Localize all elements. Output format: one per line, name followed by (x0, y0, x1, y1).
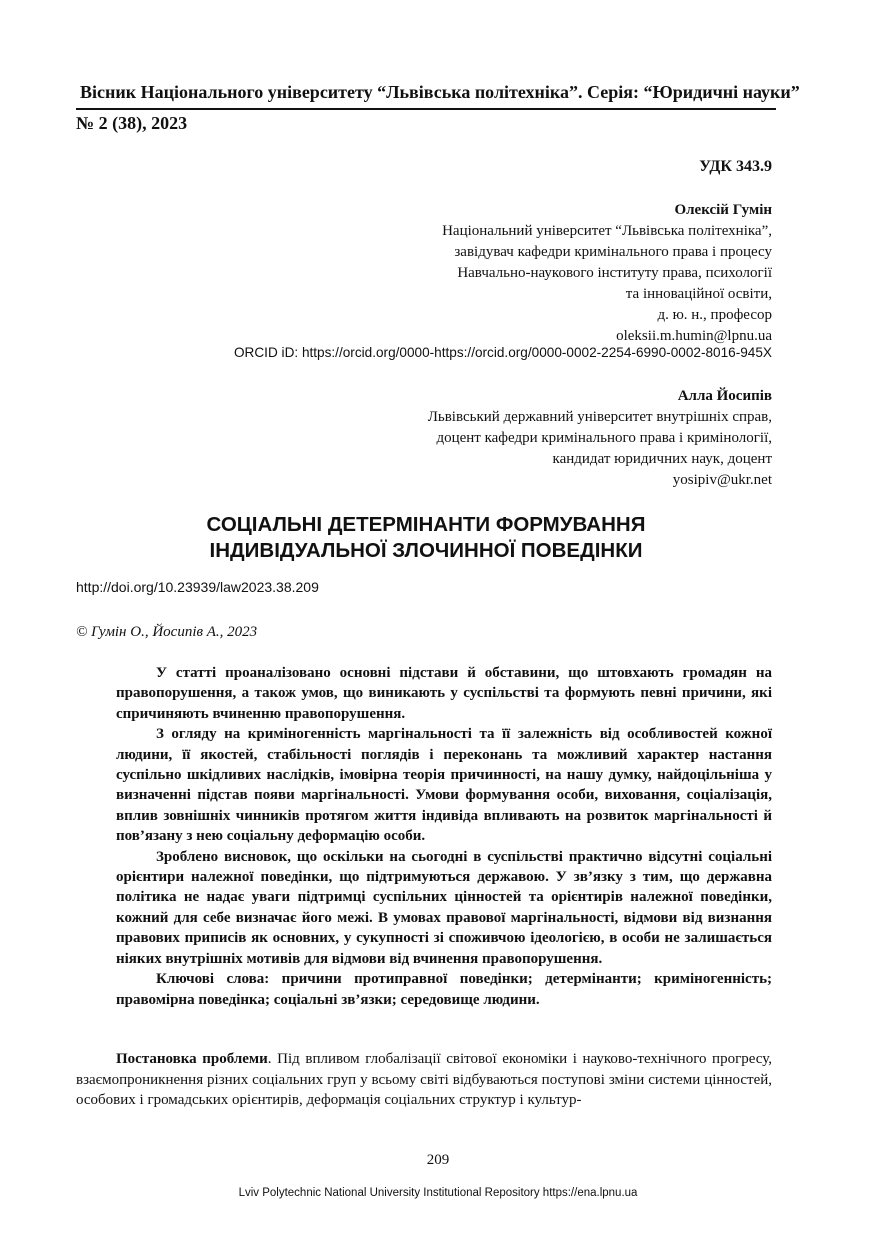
author-2-block (428, 386, 772, 491)
author-1-name: Олексій Гумін (674, 202, 772, 218)
author-2-email: yosipiv@ukr.net (672, 472, 772, 488)
udc-code: УДК 343.9 (699, 158, 772, 175)
author-1-orcid: ORCID iD: https://orcid.org/0000-https://orcid.org/0000-0002-2254-6990-0002-8016-945X (233, 345, 772, 360)
author-1-affiliation-line: завідувач кафедри кримінального права і процесу (454, 244, 772, 260)
article-title (76, 512, 776, 564)
author-1-degree: д. ю. н., професор (657, 307, 772, 323)
repository-footer: Lviv Polytechnic National University Institutional Repository https://ena.lpnu.ua (238, 1187, 638, 1199)
copyright: © Гумін О., Йосипів А., 2023 (76, 624, 258, 640)
article-title-line: СОЦІАЛЬНІ ДЕТЕРМІНАНТИ ФОРМУВАННЯ (206, 513, 646, 536)
author-1-email: oleksii.m.humin@lpnu.ua (616, 328, 772, 344)
author-1-affiliation-line: та інноваційної освіти, (625, 286, 772, 302)
abstract (116, 663, 772, 1010)
author-1-affiliation-line: Національний університет “Львівська політехніка”, (442, 223, 772, 239)
section-lead: Постановка проблеми (116, 1051, 268, 1067)
author-1-block (442, 200, 772, 347)
author-2-affiliation-line: доцент кафедри кримінального права і кримінології, (436, 430, 772, 446)
abstract-paragraph: З огляду на криміногенність маргінальності та її залежність від особливостей кожної людини, її якостей, стабільності поглядів і переконань та можливий характер настання суспільно шкідливих наслідків, імовірна теорія причинності, на нашу думку, найдоцільніша у визначенні підстав появи маргінальності. Умови формування особи, виховання, соціалізація, вплив зовнішніх чинників протягом життя індивіда впливають на розвиток маргінальності й пов’язану з нею соціальну деформацію особи. (116, 726, 772, 845)
journal-title: Вісник Національного університету “Львівська політехніка”. Серія: “Юридичні науки” (80, 82, 800, 102)
author-2-degree: кандидат юридичних наук, доцент (552, 451, 772, 467)
header-rule (76, 108, 776, 110)
abstract-paragraph: Зроблено висновок, що оскільки на сьогодні в суспільстві практично відсутні соціальні орієнтири належної поведінки, що підтримуються державою. У зв’язку з тим, що державна політика не надає уваги підтримці суспільних цінностей та орієнтирів належної поведінки, кожний для себе визначає його межі. В умовах правової маргінальності, відмови від визнання правових приписів як основних, у сукупності зі споживчою ідеологією, в особи не залишається ніяких внутрішніх мотивів для відмови від вчинення правопорушення. (116, 848, 772, 967)
page-number: 209 (426, 1152, 450, 1168)
body-paragraph (76, 1049, 772, 1111)
author-1-affiliation-line: Навчально-наукового інституту права, психології (457, 265, 772, 281)
body-text (76, 1049, 772, 1111)
keywords: Ключові слова: причини протиправної поведінки; детермінанти; криміногенність; правомірна поведінка; соціальні зв’язки; середовище людини. (116, 971, 772, 1008)
article-title-line: ІНДИВІДУАЛЬНОЇ ЗЛОЧИННОЇ ПОВЕДІНКИ (209, 539, 643, 562)
author-2-affiliation-line: Львівський державний університет внутрішніх справ, (427, 409, 772, 425)
author-2-name: Алла Йосипів (677, 388, 772, 404)
abstract-paragraph: У статті проаналізовано основні підстави й обставини, що штовхають громадян на правопорушення, а також умов, що виникають у суспільстві та формують певні причини, які спричиняють вчиненню правопорушення. (116, 665, 772, 722)
body-paragraph-text: . Під впливом глобалізації світової економіки і науково-технічного прогресу, взаємопроникнення різних соціальних груп у всьому світі відбуваються поступові зміни системи цінностей, особових і громадських орієнтирів, деформація соціальних структур і культур- (76, 1051, 772, 1108)
doi-link[interactable]: http://doi.org/10.23939/law2023.38.209 (76, 579, 319, 595)
issue-number: № 2 (38), 2023 (76, 113, 188, 133)
